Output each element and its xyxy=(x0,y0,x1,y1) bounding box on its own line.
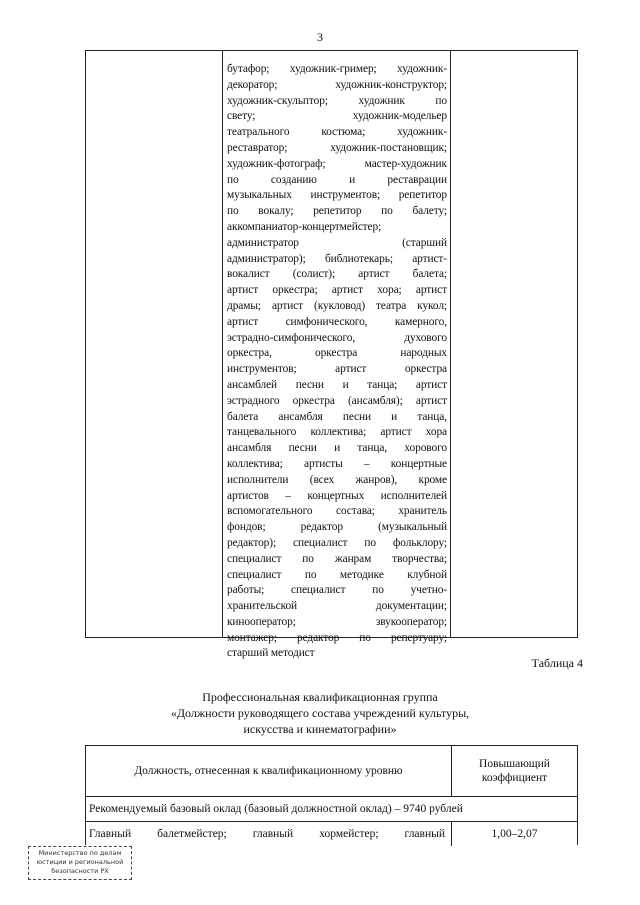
text-line: вокалист (солист); артист балета; xyxy=(227,268,447,281)
text-line: художник-фотограф; мастер-художник xyxy=(227,157,447,170)
text-line: артистов – концертных исполнителей xyxy=(227,489,447,502)
table-label: Таблица 4 xyxy=(531,656,583,670)
text-line: эстрадно-симфонического, духового xyxy=(227,331,447,344)
text-line: администратор); библиотекарь; артист- xyxy=(227,252,447,265)
text-line: свету; художник-модельер xyxy=(227,110,447,123)
text-line: танцевального коллектива; артист хора xyxy=(227,426,447,439)
position-cell xyxy=(86,821,451,846)
text-line: специалист по методике клубной xyxy=(227,568,447,581)
table-column-divider xyxy=(222,51,223,637)
group-title-line: искусства и кинематографии» xyxy=(243,722,397,736)
table-column-divider xyxy=(450,51,451,637)
text-line: артист симфонического, камерного, xyxy=(227,315,447,328)
positions-list-text xyxy=(227,62,447,662)
text-line: инструментов; артист оркестра xyxy=(227,363,447,376)
text-line: работы; специалист по учетно- xyxy=(227,584,447,597)
text-line: бутафор; художник-гример; художник- xyxy=(227,63,447,75)
header-position: Должность, отнесенная к квалификационному уровню xyxy=(134,765,403,777)
stamp-line: Министерство по делам xyxy=(38,849,122,857)
table-header xyxy=(86,746,577,797)
text-line: музыкальных инструментов; репетитор xyxy=(227,189,447,202)
group-title xyxy=(0,689,640,737)
stamp-line: юстиции и региональной xyxy=(36,858,124,866)
text-line: ансамбля песни и танца, хорового xyxy=(227,442,447,455)
group-title-line: «Должности руководящего состава учреждений культуры, xyxy=(170,706,470,720)
text-line: исполнители (всех жанров), кроме xyxy=(227,473,447,486)
text-line: кинооператор; звукооператор; xyxy=(227,615,447,628)
header-coefficient-line: Повышающий xyxy=(479,758,550,770)
text-line: старший методист xyxy=(227,647,315,660)
header-coefficient xyxy=(451,746,577,796)
recommended-salary-row: Рекомендуемый базовый оклад (базовый должностной оклад) – 9740 рублей xyxy=(86,796,577,822)
text-line: редактор); специалист по фольклору; xyxy=(227,536,447,549)
text-line: специалист по жанрам творчества; xyxy=(227,552,447,565)
header-coefficient-line: коэффициент xyxy=(481,772,548,784)
coefficient-cell: 1,00–2,07 xyxy=(451,821,577,846)
text-line: художник-скульптор; художник по xyxy=(227,94,447,107)
text-line: реставратор; художник-постановщик; xyxy=(227,141,447,154)
text-line: декоратор; художник-конструктор; xyxy=(227,78,447,91)
text-line: эстрадного оркестра (ансамбля); артист xyxy=(227,394,447,407)
text-line: вспомогательного состава; хранитель xyxy=(227,505,447,518)
text-line: администратор (старший xyxy=(227,236,447,249)
position-text: Главный балетмейстер; главный хормейстер; главный xyxy=(89,827,445,840)
group-title-line: Профессиональная квалификационная группа xyxy=(202,690,438,704)
ministry-stamp xyxy=(28,846,132,880)
text-line: балета ансамбля песни и танца, xyxy=(227,410,447,423)
text-line: театрального костюма; художник- xyxy=(227,126,447,139)
text-line: монтажер; редактор по репертуару; xyxy=(227,631,447,644)
text-line: по созданию и реставрации xyxy=(227,173,447,186)
text-line: ансамблей песни и танца; артист xyxy=(227,378,447,391)
page-number: 3 xyxy=(317,30,323,44)
text-line: фондов; редактор (музыкальный xyxy=(227,521,447,534)
text-line: по вокалу; репетитор по балету; xyxy=(227,205,447,218)
table-4 xyxy=(85,745,578,845)
text-line: хранительской документации; xyxy=(227,600,447,613)
text-line: аккомпаниатор-концертмейстер; xyxy=(227,220,382,233)
text-line: артист оркестра; артист хора; артист xyxy=(227,284,447,297)
text-line: оркестра, оркестра народных xyxy=(227,347,447,360)
stamp-line: безопасности РХ xyxy=(51,867,109,875)
text-line: коллектива; артисты – концертные xyxy=(227,457,447,470)
text-line: драмы; артист (кукловод) театра кукол; xyxy=(227,299,447,312)
